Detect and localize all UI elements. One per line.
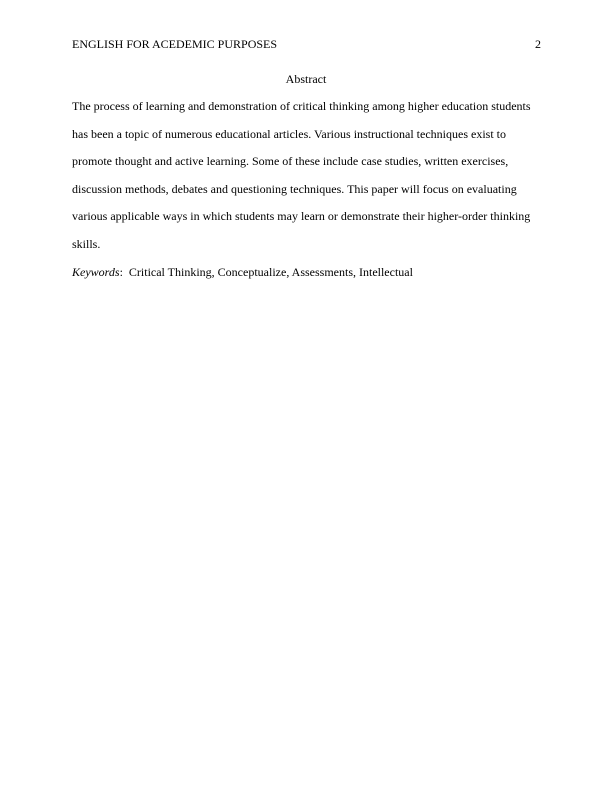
abstract-line: discussion methods, debates and questioning techniques. This paper will focus on evaluating — [72, 181, 517, 196]
abstract-line: The process of learning and demonstration of critical thinking among higher education students — [72, 99, 531, 113]
page-number: 2 — [535, 37, 541, 51]
keywords-separator: : — [119, 265, 123, 279]
abstract-line: has been a topic of numerous educational articles. Various instructional techniques exist to — [72, 126, 506, 141]
running-head: ENGLISH FOR ACEDEMIC PURPOSES — [72, 37, 278, 51]
abstract-paragraph — [72, 99, 540, 265]
abstract-heading: Abstract — [285, 72, 327, 86]
abstract-line: skills. — [72, 236, 101, 251]
keywords-text: Critical Thinking, Conceptualize, Assessments, Intellectual — [122, 265, 413, 279]
abstract-line: promote thought and active learning. Some of these include case studies, written exercises, — [72, 154, 509, 169]
keywords-line — [72, 265, 413, 279]
keywords-label: Keywords — [72, 265, 120, 279]
abstract-line: various applicable ways in which students may learn or demonstrate their higher-order thinking — [72, 209, 531, 224]
